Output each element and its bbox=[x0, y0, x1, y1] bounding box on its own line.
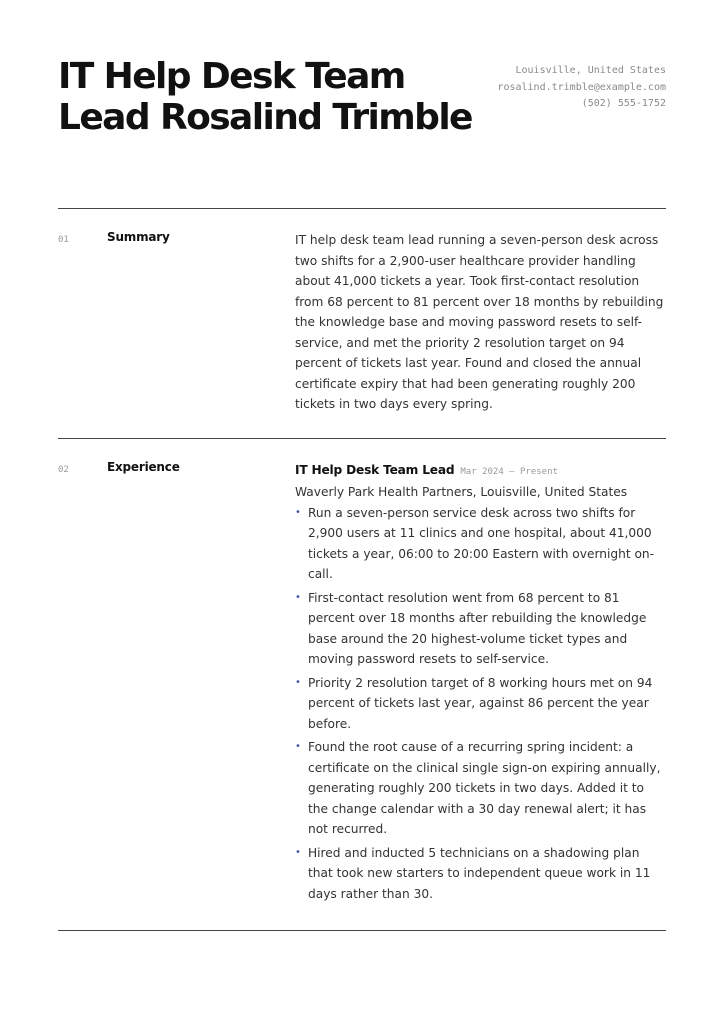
contact-phone[interactable]: (502) 555-1752 bbox=[581, 98, 666, 109]
section-divider bbox=[58, 930, 666, 931]
contact-email[interactable]: rosalind.trimble@example.com bbox=[497, 81, 666, 93]
candidate-name: IT Help Desk Team Lead Rosalind Trimble bbox=[58, 56, 472, 138]
summary-text: IT help desk team lead running a seven-person desk across two shifts for a 2,900-user healthcare provider handling about 41,000 tickets a year. Took first-contact resolution from 68 percent to 81 percent over 18 months by rebuilding the knowledge base and moving password resets to self-service, and met the priority 2 resolution target on 94 percent of tickets last year. Found and closed the annual certificate expiry that had been generating roughly 200 tickets in two days every spring. bbox=[295, 233, 664, 411]
resume-page bbox=[58, 0, 666, 931]
job-header bbox=[295, 460, 665, 483]
list-item: • Priority 2 resolution target of 8 working hours met on 94 percent of tickets last year, against 86 percent the year before. bbox=[295, 673, 665, 735]
contact-block bbox=[497, 63, 666, 113]
section-title: Experience bbox=[107, 459, 180, 474]
job-company: Waverly Park Health Partners, Louisville, United States bbox=[295, 485, 628, 499]
contact-location: Louisville, United States bbox=[515, 65, 666, 76]
section-number: 01 bbox=[58, 235, 69, 245]
list-item: • Found the root cause of a recurring spring incident: a certificate on the clinical single sign-on expiring annually, generating roughly 200 tickets in two days. Added it to the change calendar with a 30 day renewal alert; it has not recurred. bbox=[295, 737, 665, 840]
list-item: • Run a seven-person service desk across two shifts for 2,900 users at 11 clinics and one hospital, about 41,000 tickets a year, 06:00 to 20:00 Eastern with overnight on-call. bbox=[295, 503, 665, 585]
resume-header bbox=[58, 0, 666, 208]
section-number: 02 bbox=[58, 464, 69, 475]
list-item: • Hired and inducted 5 technicians on a shadowing plan that took new starters to independent queue work in 11 days rather than 30. bbox=[295, 843, 665, 905]
job-title: IT Help Desk Team Lead bbox=[295, 462, 455, 477]
job-bullets bbox=[295, 503, 665, 905]
job-dates: Mar 2024 – Present bbox=[460, 466, 558, 477]
experience-section bbox=[58, 439, 666, 931]
section-title: Summary bbox=[107, 230, 170, 244]
summary-section bbox=[58, 209, 666, 438]
list-item: • First-contact resolution went from 68 percent to 81 percent over 18 months after rebuilding the knowledge base around the 20 highest-volume ticket types and moving password resets to self-service. bbox=[295, 588, 665, 670]
